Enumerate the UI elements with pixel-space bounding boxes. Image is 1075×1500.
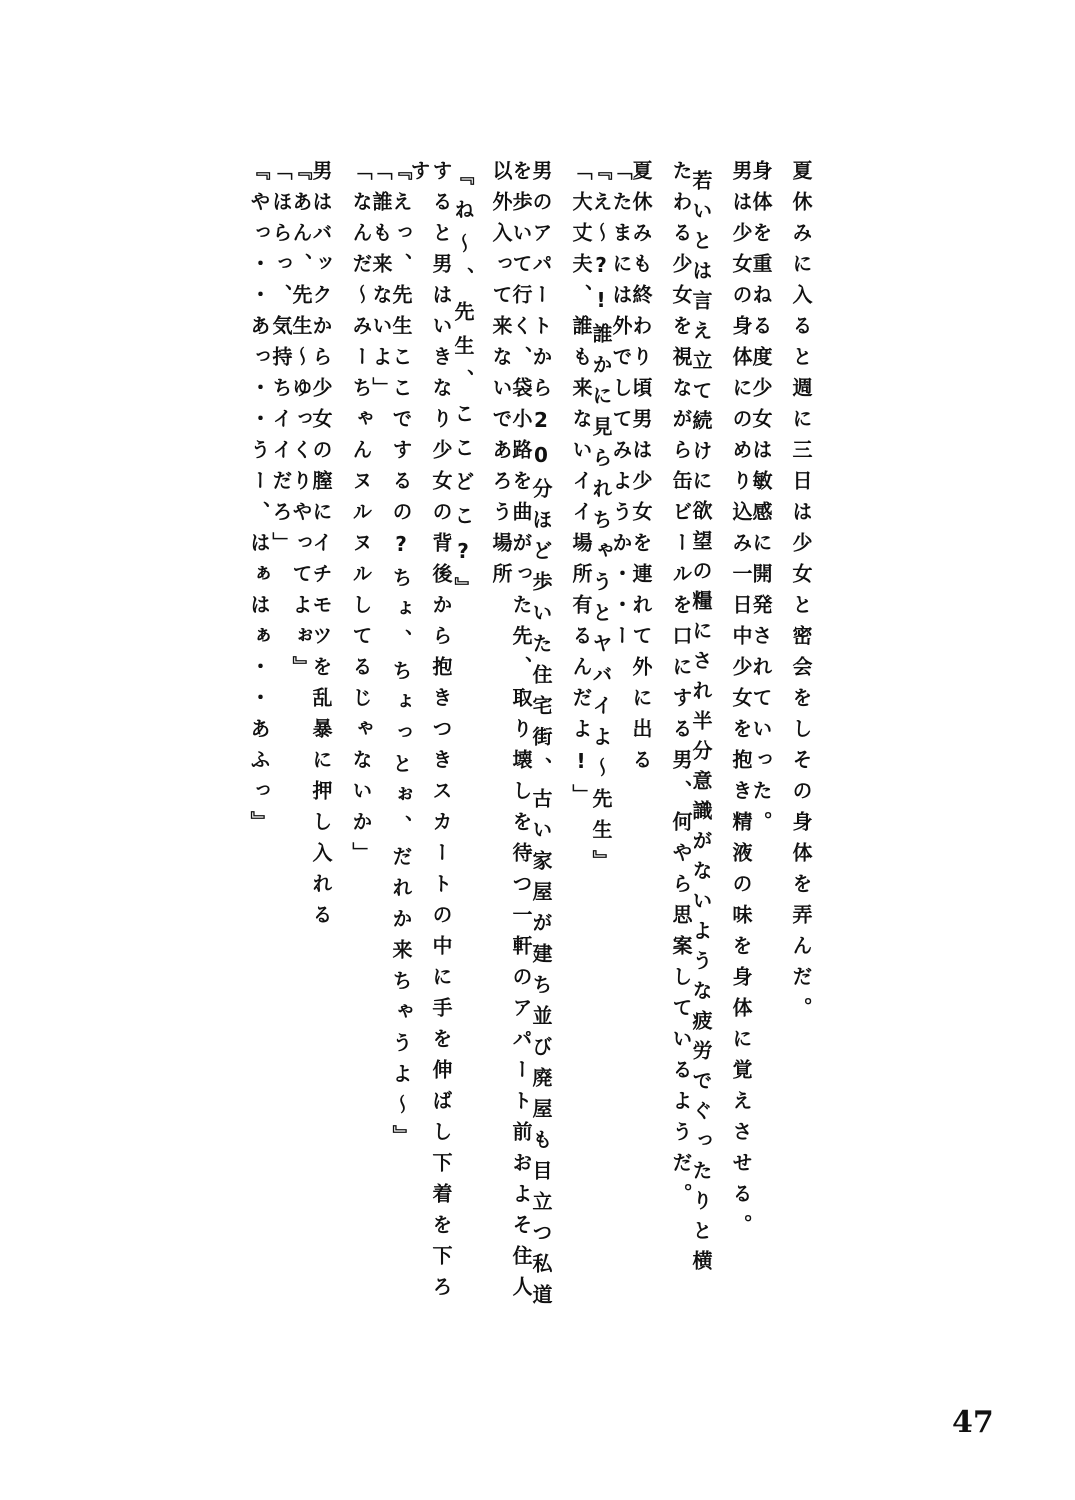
text-column: 若いとは言え立て続けに欲望の糧にされ半分意識がないような疲労でぐったりと横 bbox=[689, 170, 713, 1280]
dialogue-column: ﹁たまには外でしてみようか・・ー bbox=[609, 160, 633, 656]
dialogue-column: ﹃あん、先生〜ゆっくりやってよぉ﹄ bbox=[289, 160, 313, 687]
text-column: たわる少女を視ながら缶ビールを口にする男、何やら思案しているようだ。 bbox=[669, 160, 693, 1214]
dialogue-column: ﹁なんだ〜みーちゃんヌルヌルしてるじゃないか﹂ bbox=[349, 160, 373, 873]
text-column: す bbox=[407, 160, 431, 180]
page-number: 47 bbox=[952, 1405, 994, 1440]
dialogue-column: ﹁ほらっ、気持ちイイだろ﹂ bbox=[269, 160, 293, 563]
dialogue-column: ﹁大丈夫、誰も来ないイイ場所有るんだよ!﹂ bbox=[569, 160, 593, 815]
dialogue-column: ﹃ね〜、先生、ここどこ?﹄ bbox=[451, 165, 475, 611]
dialogue-column: ﹃やっ・・あっ・・うー、はぁはぁ・・あふっ﹄ bbox=[247, 160, 271, 842]
text-column: 男は少女の身体にのめり込み一日中少女を抱き精液の味を身体に覚えさせる。 bbox=[729, 160, 753, 1245]
text-column: 夏休みに入ると週に三日は少女と密会をしその身体を弄んだ。 bbox=[789, 160, 813, 1028]
text-column: すると男はいきなり少女の背後から抱きつきスカートの中に手を伸ばし下着を下ろ bbox=[429, 160, 453, 1307]
text-column: を歩いて行く、袋小路を曲がった先、取り壊しを待つ一軒のアパート前およそ住人 bbox=[509, 160, 533, 1307]
dialogue-column: ﹃えっ、先生ここでするの?ちょ、ちょっとぉ、だれか来ちゃうよ〜﹄ bbox=[389, 160, 413, 1156]
text-column: 以外入って来ないであろう場所 bbox=[489, 160, 513, 594]
text-column: 身体を重ねる度少女は敏感に開発されていった。 bbox=[749, 160, 773, 842]
text-column: 男はバックから少女の膣にイチモツを乱暴に押し入れる bbox=[309, 160, 333, 935]
dialogue-column: ﹃え〜?!誰かに見られちゃうとヤバイよ〜先生﹄ bbox=[589, 160, 613, 881]
text-column: 男のアパートから20分ほど歩いた住宅街、古い家屋が建ち並び廃屋も目立つ私道 bbox=[529, 160, 553, 1315]
text-column: 夏休みも終わり頃男は少女を連れて外に出る bbox=[629, 160, 653, 780]
dialogue-column: ﹁誰も来ないよ﹂ bbox=[369, 160, 393, 408]
